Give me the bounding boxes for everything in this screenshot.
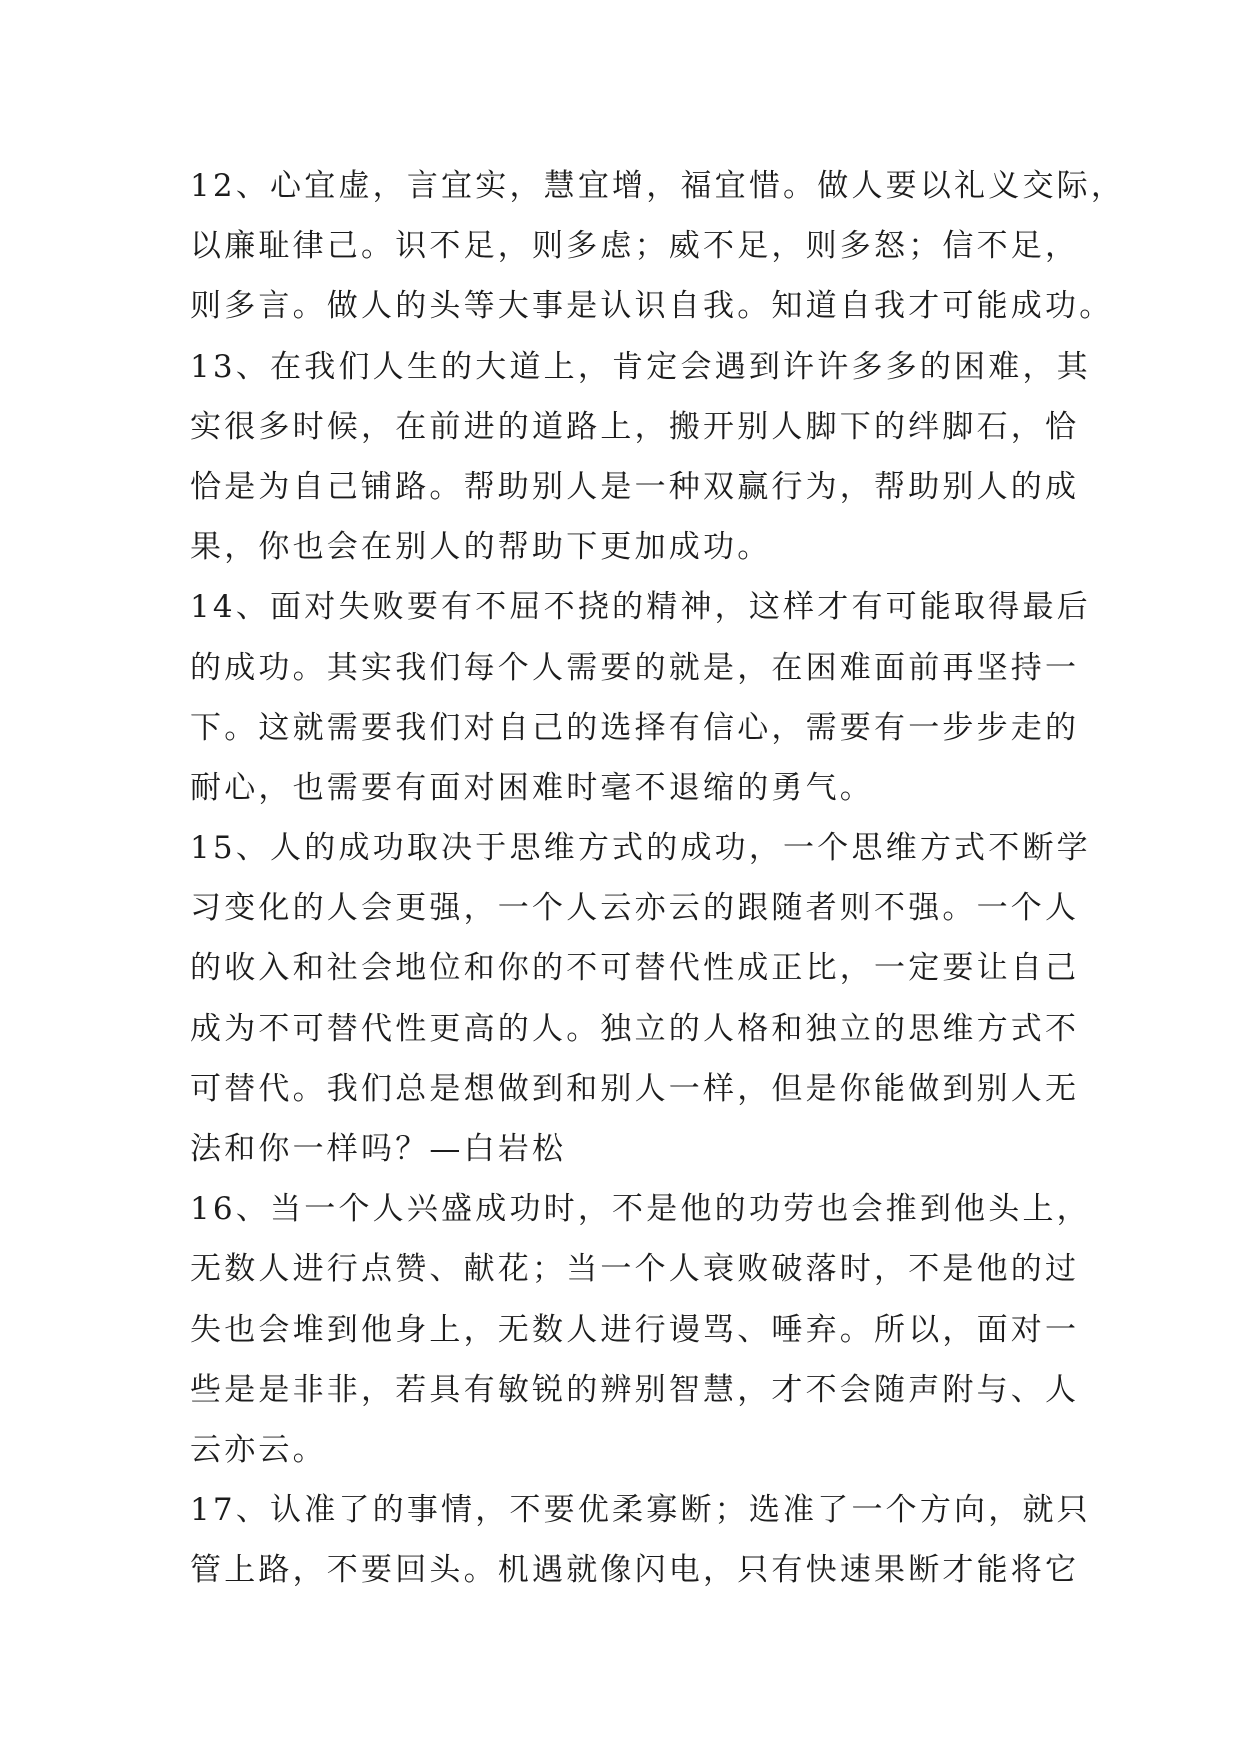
text-line: 云亦云。: [190, 1431, 327, 1468]
text-line: 失也会堆到他身上，无数人进行谩骂、唾弃。所以，面对一: [190, 1311, 1080, 1348]
text-line: 下。这就需要我们对自己的选择有信心，需要有一步步走的: [190, 709, 1080, 746]
text-line: 法和你一样吗？—白岩松: [190, 1131, 567, 1167]
text-line: 可替代。我们总是想做到和别人一样，但是你能做到别人无: [190, 1070, 1080, 1107]
text-line: 17、认准了的事情，不要优柔寡断；选准了一个方向，就只: [190, 1492, 1091, 1529]
text-line: 管上路，不要回头。机遇就像闪电，只有快速果断才能将它: [190, 1552, 1080, 1589]
text-line: 13、在我们人生的大道上，肯定会遇到许许多多的困难，其: [190, 348, 1091, 385]
text-line: 15、人的成功取决于思维方式的成功，一个思维方式不断学: [190, 830, 1091, 867]
text-line: 无数人进行点赞、献花；当一个人衰败破落时，不是他的过: [190, 1251, 1080, 1288]
document-body: [190, 156, 1126, 1601]
text-line: 16、当一个人兴盛成功时，不是他的功劳也会推到他头上，: [190, 1191, 1091, 1228]
text-line: 实很多时候，在前进的道路上，搬开别人脚下的绊脚石，恰: [190, 408, 1080, 445]
text-line: 的收入和社会地位和你的不可替代性成正比，一定要让自己: [190, 950, 1080, 987]
text-line: 些是是非非，若具有敏锐的辨别智慧，才不会随声附与、人: [190, 1371, 1080, 1408]
text-line: 耐心，也需要有面对困难时毫不退缩的勇气。: [190, 769, 874, 806]
text-line: 成为不可替代性更高的人。独立的人格和独立的思维方式不: [190, 1010, 1080, 1047]
text-line: 习变化的人会更强，一个人云亦云的跟随者则不强。一个人: [190, 890, 1080, 927]
text-line: 则多言。做人的头等大事是认识自我。知道自我才可能成功。: [190, 288, 1114, 325]
text-line: 果，你也会在别人的帮助下更加成功。: [190, 529, 772, 566]
text-line: 的成功。其实我们每个人需要的就是，在困难面前再坚持一: [190, 649, 1080, 686]
text-line: 14、面对失败要有不屈不挠的精神，这样才有可能取得最后: [190, 589, 1091, 626]
text-line: 12、心宜虚，言宜实，慧宜增，福宜惜。做人要以礼义交际，: [190, 168, 1126, 204]
text-line: 恰是为自己铺路。帮助别人是一种双赢行为，帮助别人的成: [190, 468, 1080, 505]
text-line: 以廉耻律己。识不足，则多虑；威不足，则多怒；信不足，: [190, 228, 1080, 265]
